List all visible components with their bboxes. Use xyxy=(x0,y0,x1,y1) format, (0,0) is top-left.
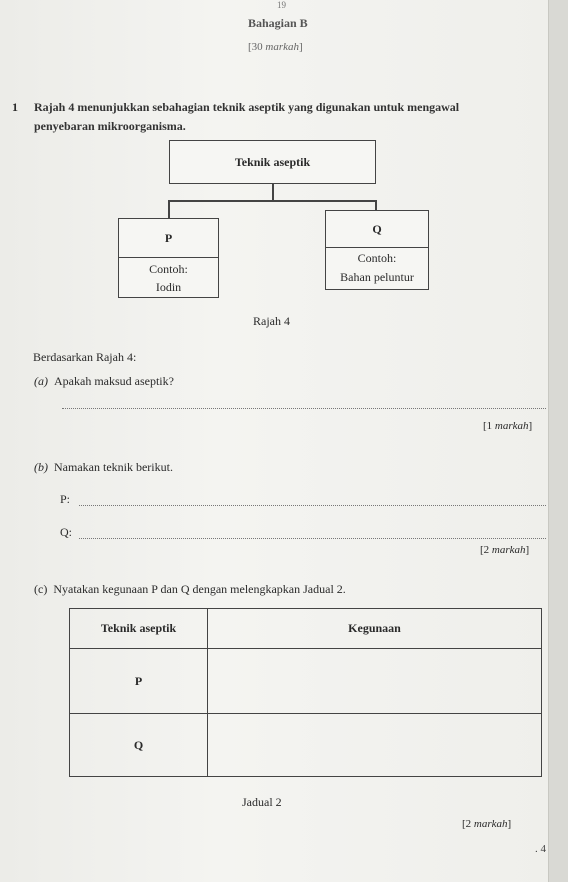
diagram-box-p-example-value: Iodin xyxy=(155,280,182,294)
table-cell-kegunaan-p[interactable] xyxy=(208,649,542,714)
intro-text: Berdasarkan Rajah 4: xyxy=(33,350,137,364)
question-text-line1: Rajah 4 menunjukkan sebahagian teknik aseptik yang digunakan untuk mengawal xyxy=(34,100,460,114)
table-row-label-p: P xyxy=(70,649,208,714)
section-title: Bahagian B xyxy=(248,16,308,30)
part-b-question: (b) Namakan teknik berikut. xyxy=(34,460,173,474)
part-b-label-q: Q: xyxy=(60,525,72,539)
diagram-root-box xyxy=(169,140,376,184)
diagram-box-p xyxy=(118,218,219,298)
part-b-answer-line-q[interactable] xyxy=(79,538,546,539)
diagram-box-q-title: Q xyxy=(326,211,428,248)
table-cell-kegunaan-q[interactable] xyxy=(208,714,542,777)
question-text-line2: penyebaran mikroorganisma. xyxy=(34,119,186,133)
page-number: 19 xyxy=(277,0,286,10)
diagram-connector xyxy=(375,200,377,210)
diagram-connector xyxy=(168,200,170,218)
table-jadual-2 xyxy=(69,608,542,777)
handwritten-mark: . 4 xyxy=(535,843,546,855)
part-a-marks: [1 markah] xyxy=(483,420,533,432)
question-number: 1 xyxy=(12,100,18,114)
diagram-connector xyxy=(272,184,274,201)
diagram-box-p-title: P xyxy=(119,219,218,258)
diagram-box-p-example-label: Contoh: xyxy=(149,262,188,276)
diagram-box-q xyxy=(325,210,429,290)
part-c-marks: [2 markah] xyxy=(462,818,512,830)
diagram-root-label: Teknik aseptik xyxy=(234,154,311,169)
diagram-caption: Rajah 4 xyxy=(253,314,290,328)
section-marks: [30 markah] xyxy=(248,41,303,53)
part-b-marks: [2 markah] xyxy=(480,544,530,556)
part-a-answer-line[interactable] xyxy=(62,408,546,409)
table-header-teknik: Teknik aseptik xyxy=(70,609,208,649)
table-header-kegunaan: Kegunaan xyxy=(208,609,542,649)
diagram-connector xyxy=(168,200,376,202)
part-c-question: (c) Nyatakan kegunaan P dan Q dengan melengkapkan Jadual 2. xyxy=(34,582,346,596)
part-b-answer-line-p[interactable] xyxy=(79,505,546,506)
paper-edge xyxy=(548,0,568,882)
part-a-question: (a) Apakah maksud aseptik? xyxy=(34,374,174,388)
diagram-box-q-example-value: Bahan peluntur xyxy=(340,270,414,284)
diagram-box-q-example-label: Contoh: xyxy=(357,251,397,265)
table-caption: Jadual 2 xyxy=(242,795,282,809)
part-b-label-p: P: xyxy=(60,492,71,506)
table-row-label-q: Q xyxy=(70,714,208,777)
